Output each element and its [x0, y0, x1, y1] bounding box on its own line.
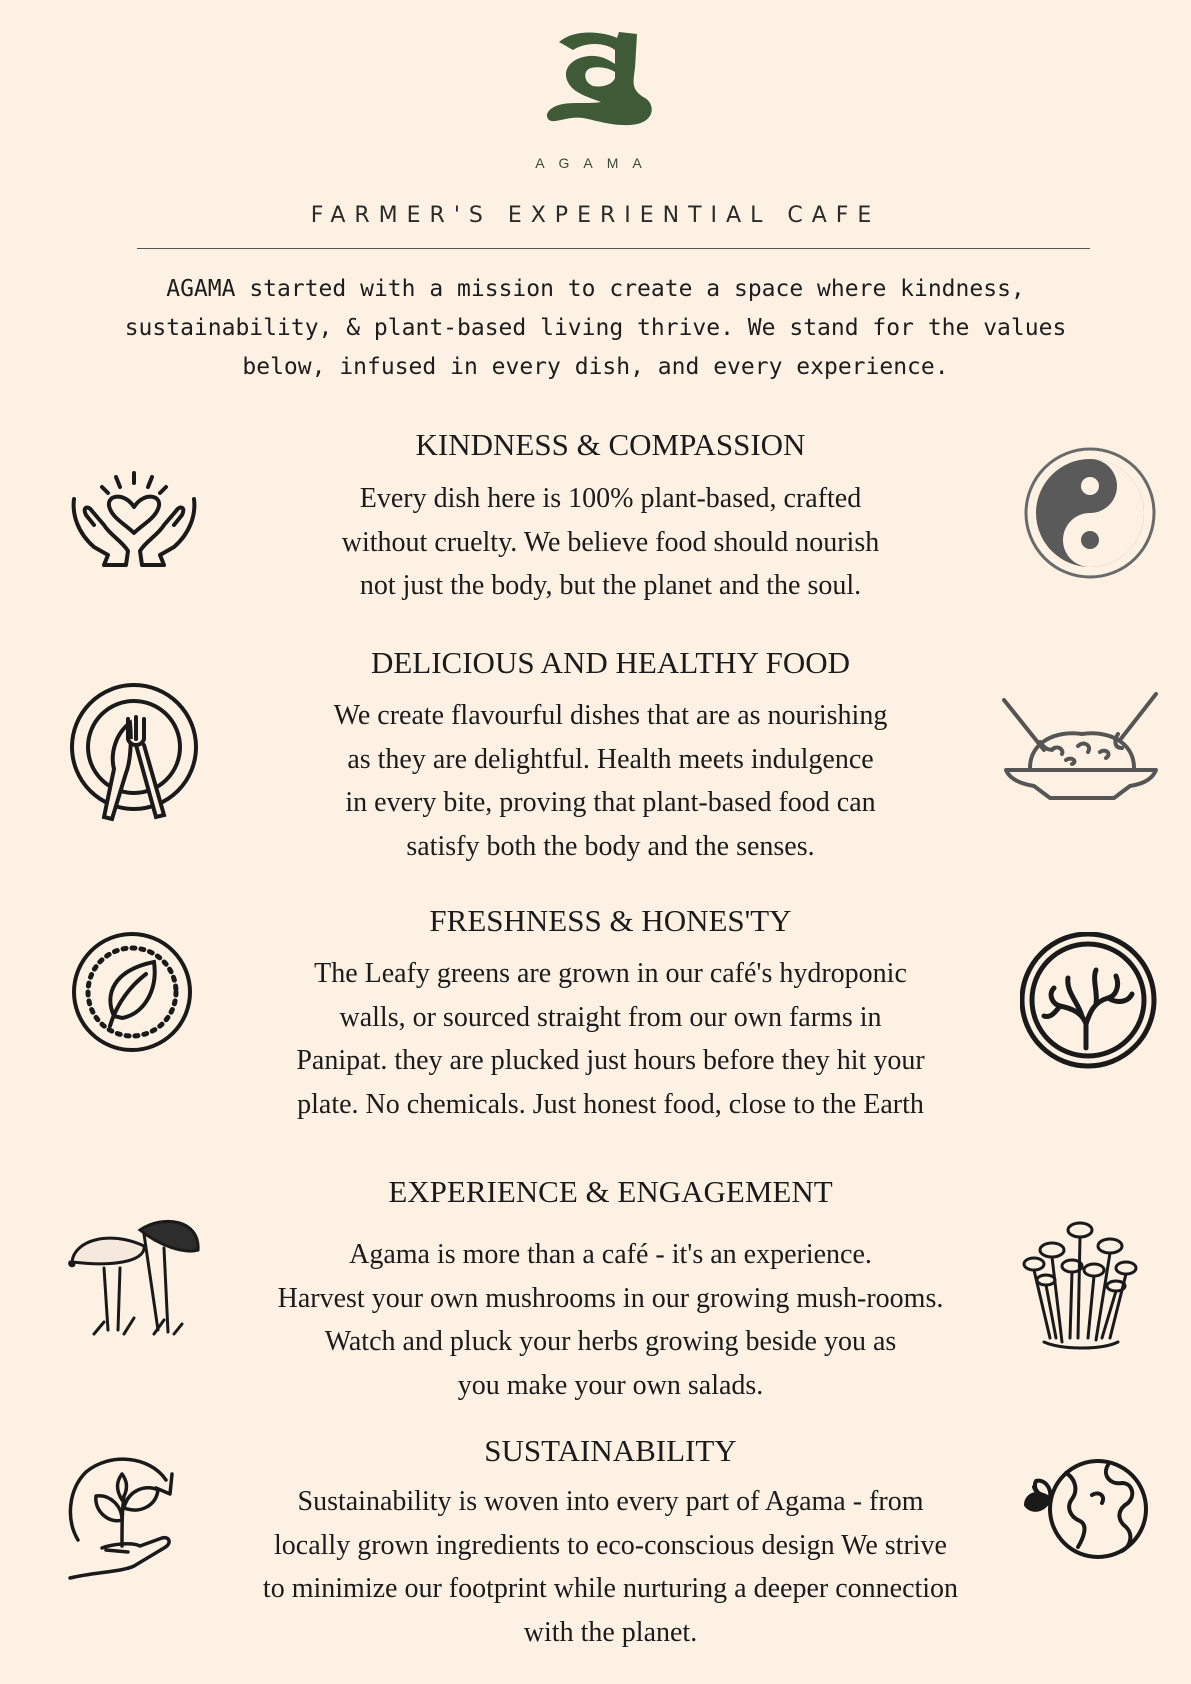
intro-line: below, infused in every dish, and every experience.: [242, 354, 949, 380]
body-line: Watch and pluck your herbs growing beside you as: [324, 1326, 897, 1357]
body-line: to minimize our footprint while nurturing a deeper connection: [262, 1573, 959, 1604]
brand-tagline: FARMER'S EXPERIENTIAL CAFE: [310, 203, 881, 228]
section-title-freshness: FRESHNESS & HONES'TY: [429, 903, 792, 938]
body-line: locally grown ingredients to eco-conscious design We strive: [274, 1529, 947, 1561]
body-line: as they are delightful. Health meets indulgence: [347, 743, 874, 775]
body-line: with the planet.: [523, 1616, 698, 1648]
body-line: Sustainability is woven into every part of Agama - from: [297, 1486, 924, 1517]
globe-leaf-icon: [1022, 1455, 1162, 1595]
body-line: Harvest your own mushrooms in our growing mush-rooms.: [277, 1282, 944, 1314]
body-line: you make your own salads.: [457, 1369, 764, 1401]
plate-fork-knife-icon: [70, 683, 210, 823]
mushroom-sketch-icon: [64, 1210, 204, 1350]
body-line: satisfy both the body and the senses.: [406, 830, 815, 862]
body-line: Panipat. they are plucked just hours before they hit your: [296, 1045, 925, 1076]
body-line: plate. No chemicals. Just honest food, close to the Earth: [297, 1088, 924, 1120]
rice-bowl-icon: [1002, 690, 1142, 830]
agama-logo-mark: [545, 28, 665, 128]
intro-paragraph: [60, 270, 1131, 387]
body-line: Agama is more than a café - it's an experience.: [349, 1239, 872, 1270]
body-line: Every dish here is 100% plant-based, crafted: [359, 483, 862, 514]
body-line: We create flavourful dishes that are as nourishing: [333, 700, 888, 731]
coral-tree-icon: [1020, 932, 1160, 1072]
seedling-hand-icon: [66, 1450, 206, 1590]
section-title-sustainability: SUSTAINABILITY: [484, 1433, 737, 1468]
section-title-delicious: DELICIOUS AND HEALTHY FOOD: [370, 645, 851, 680]
intro-line: sustainability, & plant-based living thrive. We stand for the values: [124, 315, 1067, 341]
body-line: walls, or sourced straight from our own farms in: [339, 1001, 882, 1033]
brand-name: AGAMA: [535, 155, 656, 171]
intro-line: AGAMA started with a mission to create a space where kindness,: [166, 276, 1025, 302]
header-divider: [137, 248, 1090, 249]
mushroom-cluster-icon: [1022, 1218, 1162, 1358]
section-title-kindness: KINDNESS & COMPASSION: [415, 427, 806, 462]
body-line: The Leafy greens are grown in our café's hydroponic: [314, 958, 907, 989]
section-title-experience: EXPERIENCE & ENGAGEMENT: [388, 1174, 833, 1209]
body-line: without cruelty. We believe food should nourish: [341, 526, 880, 558]
body-line: in every bite, proving that plant-based food can: [345, 787, 876, 818]
hands-heart-icon: [64, 455, 204, 595]
agama-logo: [545, 28, 665, 128]
body-line: not just the body, but the planet and the soul.: [359, 570, 862, 601]
yin-yang-icon: [1022, 445, 1162, 585]
leaf-badge-icon: [70, 930, 210, 1070]
